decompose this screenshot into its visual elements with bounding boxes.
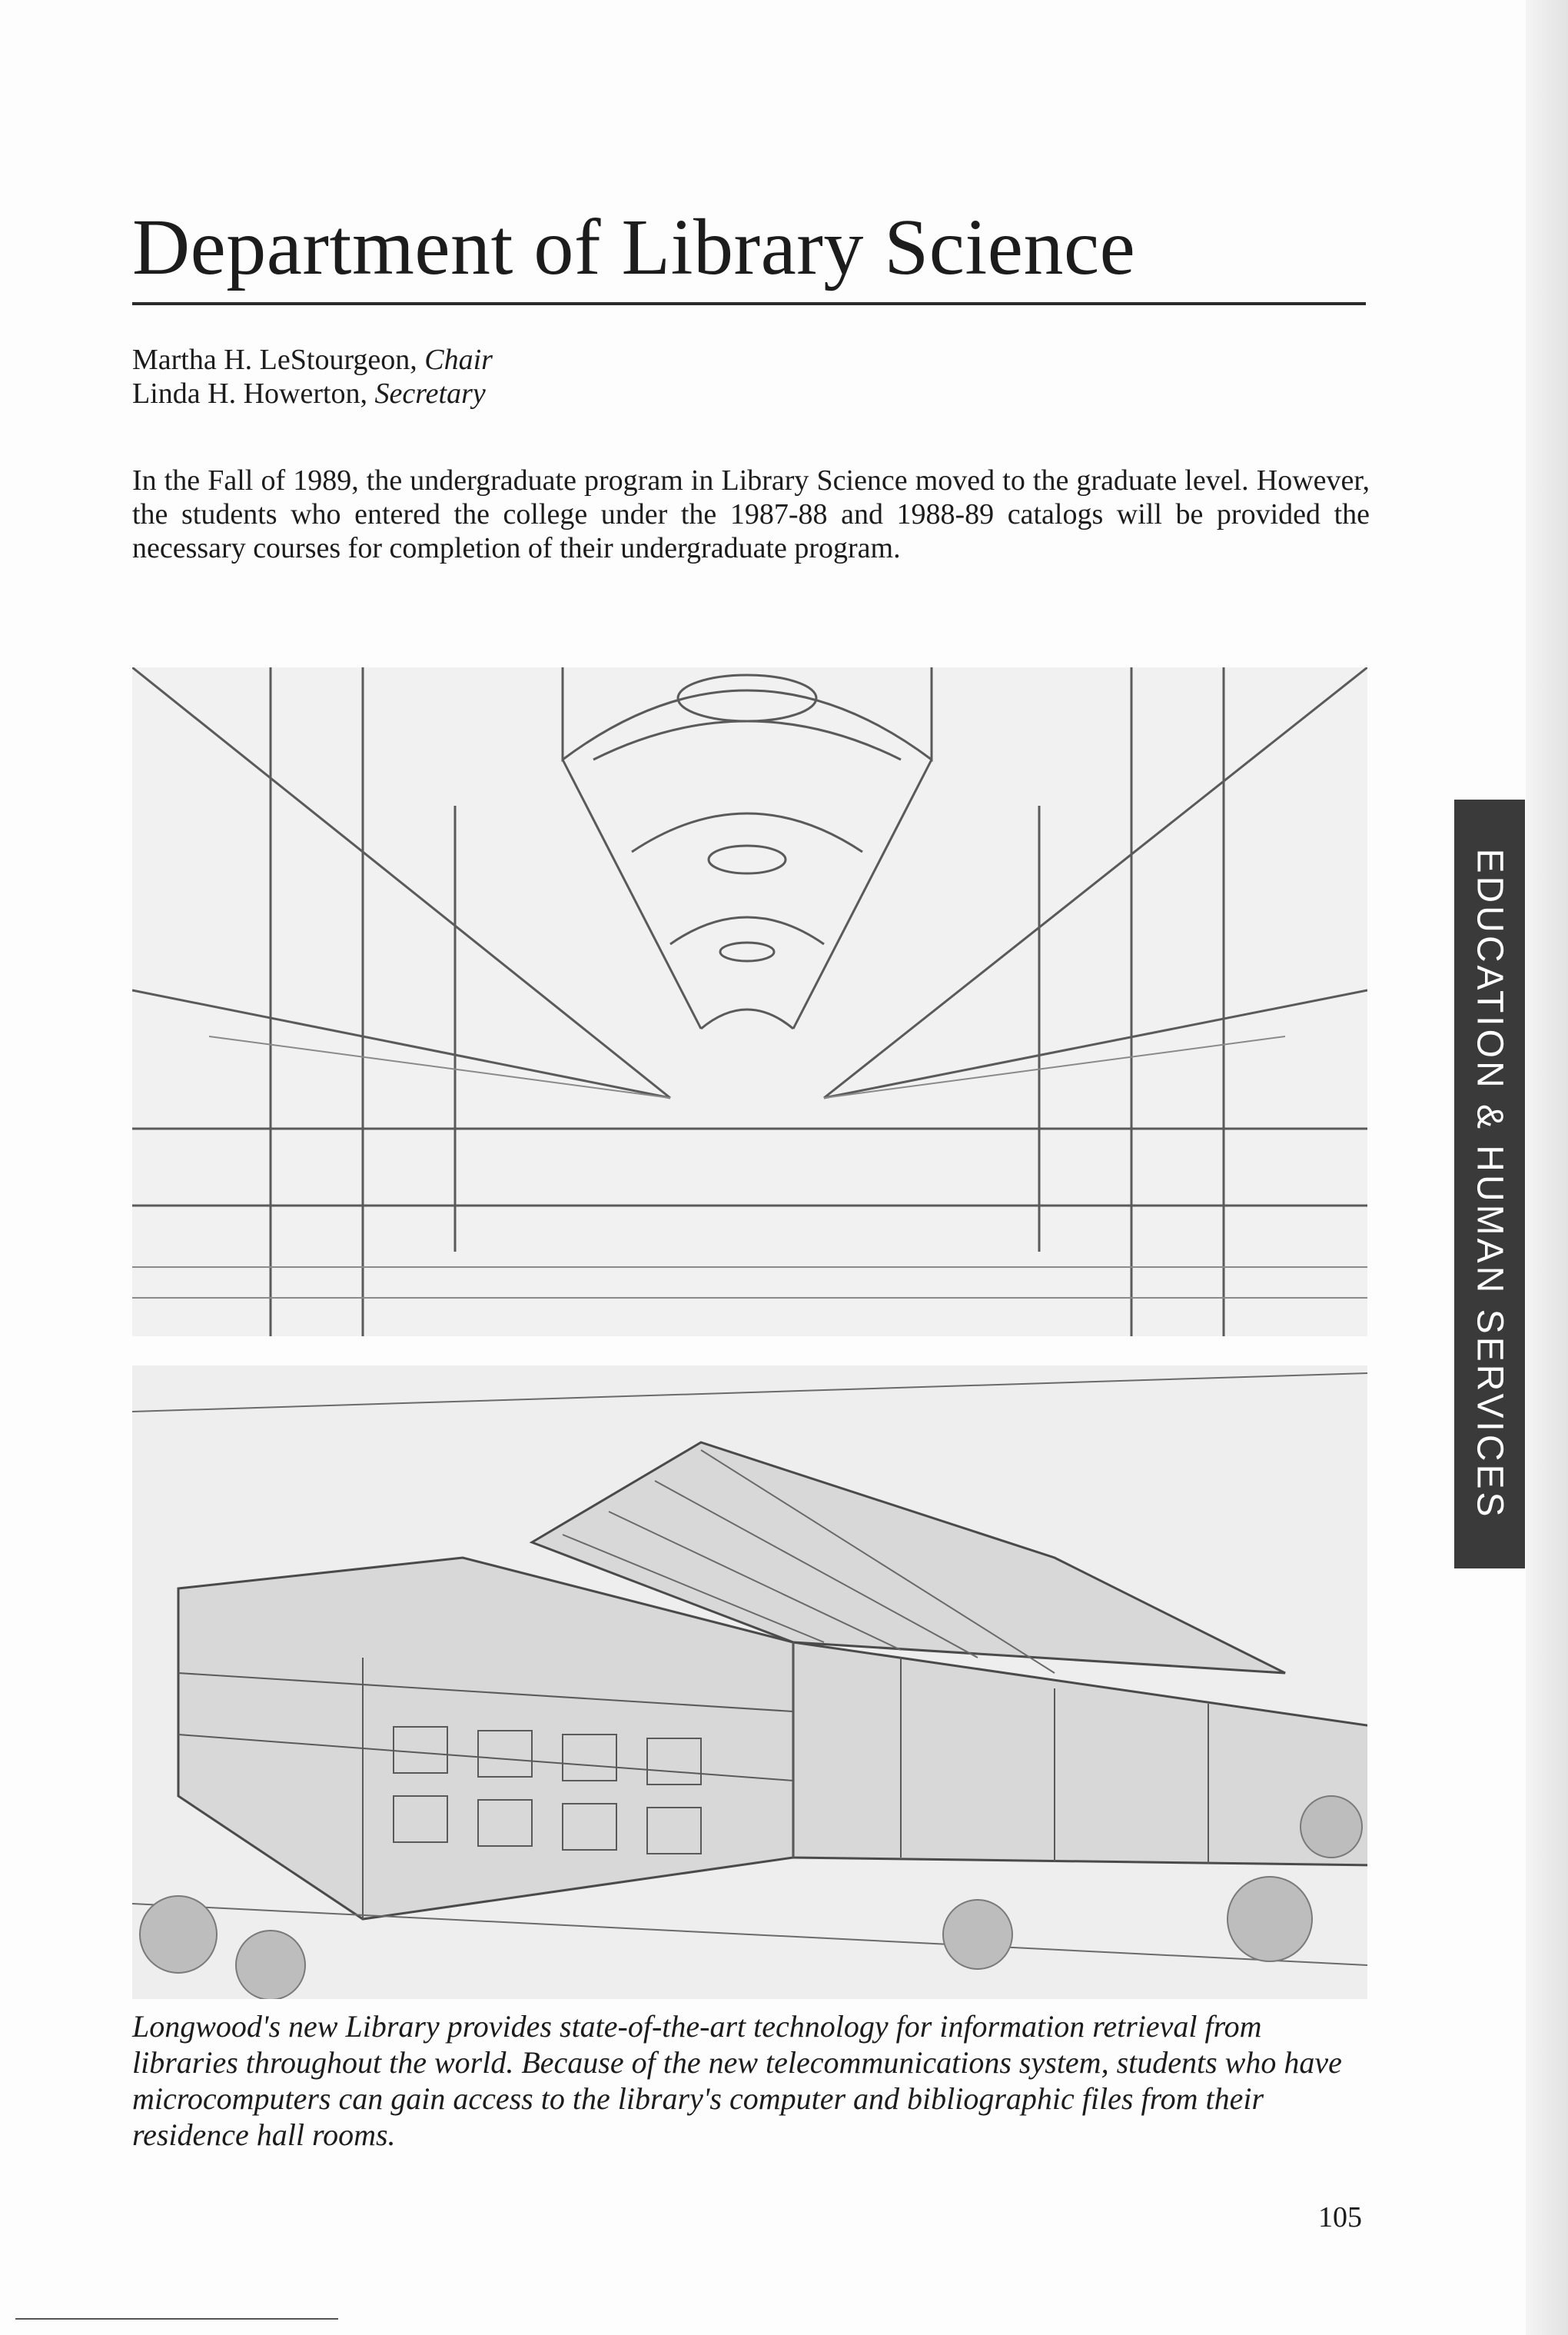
- library-atrium-interior-sketch: [132, 667, 1367, 1336]
- intro-paragraph: In the Fall of 1989, the undergraduate program in Library Science moved to the graduate level. However, the students who entered the college under the 1987-88 and 1988-89 catalogs will be provided the necessary courses for completion of their undergraduate program.: [132, 464, 1370, 564]
- page-edge-shadow: [1526, 0, 1568, 2335]
- page-title: Department of Library Science: [132, 203, 1136, 291]
- page-number: 105: [1318, 2201, 1362, 2234]
- staff-chair-role: Chair: [424, 344, 493, 376]
- section-side-tab: [1454, 800, 1525, 1568]
- staff-chair: [132, 343, 493, 377]
- staff-secretary: [132, 377, 493, 411]
- staff-chair-name: Martha H. LeStourgeon,: [132, 344, 417, 376]
- title-underline: [132, 302, 1366, 305]
- bottom-margin-line: [15, 2318, 338, 2320]
- staff-secretary-role: Secretary: [374, 378, 486, 410]
- illustration-caption: Longwood's new Library provides state-of-the-art technology for information retrieval from libraries throughout the world. Because of the new telecommunications system, students who have microcomputers can gain access to the library's computer and bibliographic files from their residence hall rooms.: [132, 2009, 1342, 2152]
- library-building-exterior-sketch: [132, 1365, 1367, 1999]
- staff-list: [132, 343, 493, 411]
- staff-secretary-name: Linda H. Howerton,: [132, 378, 368, 410]
- section-side-tab-label: EDUCATION & HUMAN SERVICES: [1469, 848, 1510, 1520]
